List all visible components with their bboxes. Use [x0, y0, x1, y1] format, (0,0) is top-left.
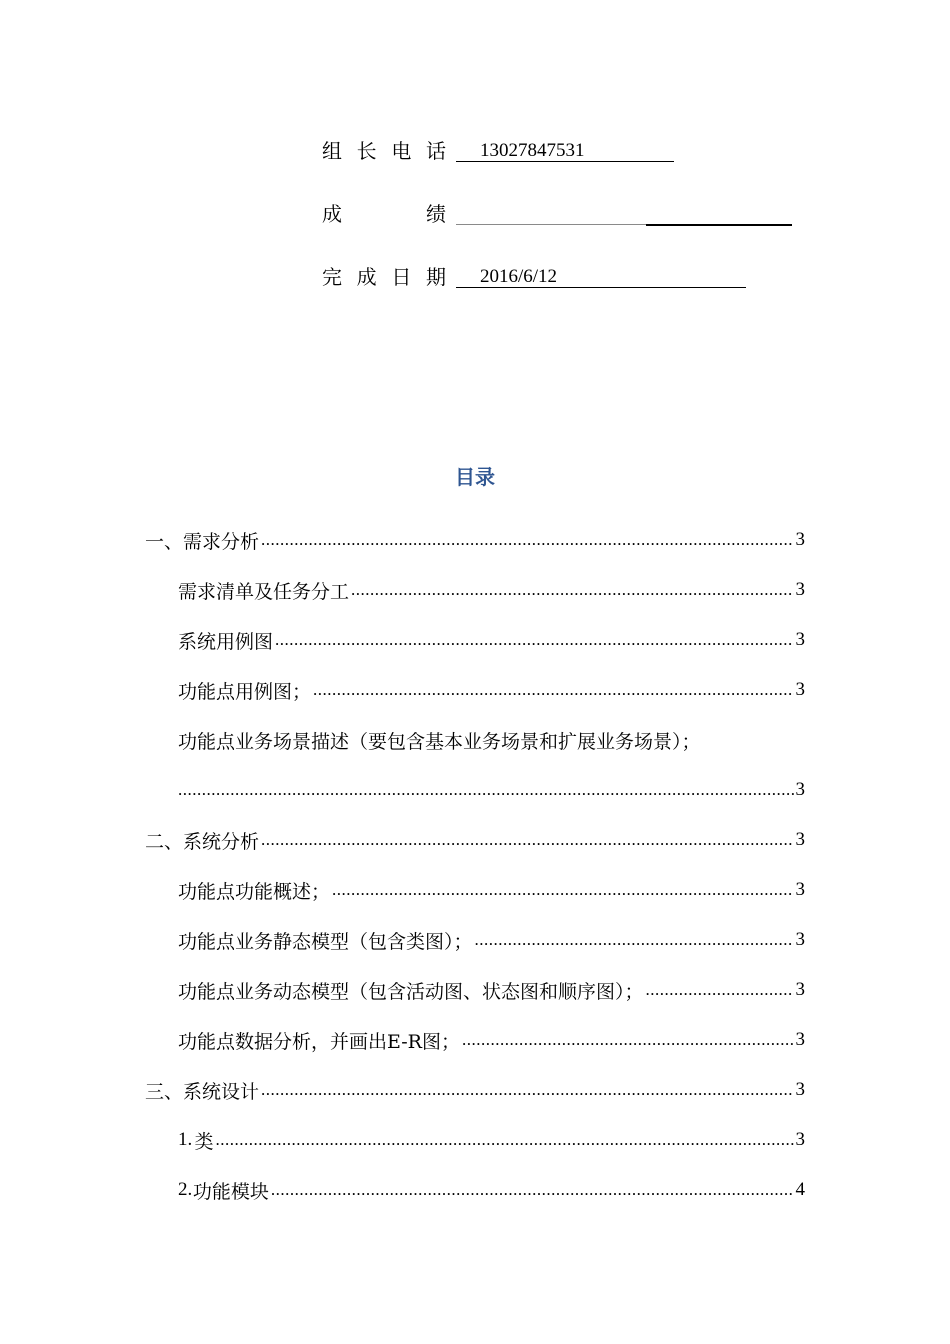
- toc-entry-function-modules[interactable]: [145, 1165, 805, 1215]
- toc-entry-text: 功能模块: [192, 1180, 269, 1203]
- toc-entry-text: 系统设计: [183, 1080, 260, 1103]
- toc-entry-page: 3: [795, 829, 805, 850]
- toc-leader-dots: [178, 780, 794, 800]
- toc-entry-number: 二、: [145, 830, 184, 853]
- toc-entry-system-design[interactable]: [145, 1065, 805, 1115]
- toc-entry-text: 系统分析: [183, 830, 260, 853]
- toc-entry-page: 3: [795, 979, 805, 1000]
- toc-entry-text: 功能点数据分析，并画出E-R图；: [178, 1030, 460, 1053]
- toc-entry-text: 系统用例图: [178, 630, 274, 653]
- toc-entry-page: 3: [795, 579, 805, 600]
- completion-date-label: 完 成 日 期: [322, 265, 446, 289]
- toc-entry-page: 3: [795, 779, 805, 800]
- toc-leader-dots: [475, 930, 794, 950]
- toc-entry-requirements-list[interactable]: [145, 565, 805, 615]
- toc-entry-number: 一、: [145, 530, 184, 553]
- toc-entry-feature-use-case[interactable]: [145, 665, 805, 715]
- toc-title: 目录: [455, 465, 495, 489]
- grade-value: [456, 199, 792, 225]
- toc-entry-requirements-analysis[interactable]: [145, 515, 805, 565]
- toc-entry-page: 3: [795, 1079, 805, 1100]
- toc-leader-dots: [313, 680, 793, 700]
- toc-entry-business-scenario[interactable]: [145, 715, 805, 765]
- toc-entry-text: 功能点用例图；: [178, 680, 312, 703]
- toc-leader-dots: [275, 630, 793, 650]
- toc-entry-text: 类: [194, 1130, 214, 1153]
- toc-entry-business-scenario-continued[interactable]: [145, 765, 805, 815]
- toc-entry-text: 功能点功能概述；: [178, 880, 331, 903]
- toc-entry-text: 功能点业务动态模型（包含活动图、状态图和顺序图）；: [178, 980, 644, 1003]
- toc-entry-number: 三、: [145, 1080, 184, 1103]
- completion-date-value: 2016/6/12: [456, 262, 746, 288]
- toc-entry-dynamic-model[interactable]: [145, 965, 805, 1015]
- toc-entry-number: 1.: [178, 1129, 193, 1150]
- toc-entry-text: 功能点业务场景描述（要包含基本业务场景和扩展业务场景）；: [178, 730, 701, 753]
- toc-leader-dots: [332, 880, 793, 900]
- toc-leader-dots: [646, 980, 794, 1000]
- grade-underline: [646, 224, 792, 226]
- toc-entry-number: 2.: [178, 1179, 193, 1200]
- toc-entry-classes[interactable]: [145, 1115, 805, 1165]
- toc-entry-system-use-case[interactable]: [145, 615, 805, 665]
- toc-entry-data-analysis[interactable]: [145, 1015, 805, 1065]
- toc-entry-page: 3: [795, 629, 805, 650]
- toc-leader-dots: [462, 1030, 794, 1050]
- toc-leader-dots: [261, 830, 793, 850]
- toc-entry-feature-overview[interactable]: [145, 865, 805, 915]
- toc-entry-page: 3: [795, 929, 805, 950]
- toc-leader-dots: [261, 1080, 793, 1100]
- group-leader-phone-value: 13027847531: [456, 136, 674, 162]
- toc-entry-page: 3: [795, 1129, 805, 1150]
- toc-entry-page: 4: [795, 1179, 805, 1200]
- toc-leader-dots: [271, 1180, 794, 1200]
- grade-label: 成 绩: [322, 202, 446, 226]
- toc-leader-dots: [215, 1130, 793, 1150]
- toc-entry-system-analysis[interactable]: [145, 815, 805, 865]
- toc-entry-page: 3: [795, 1029, 805, 1050]
- group-leader-phone-label: 组 长 电 话: [322, 139, 446, 163]
- toc-entry-page: 3: [795, 529, 805, 550]
- toc-entry-text: 需求分析: [183, 530, 260, 553]
- table-of-contents: [145, 515, 805, 1215]
- toc-leader-dots: [261, 530, 793, 550]
- toc-entry-text: 功能点业务静态模型（包含类图）；: [178, 930, 473, 953]
- toc-entry-page: 3: [795, 679, 805, 700]
- toc-entry-text: 需求清单及任务分工: [178, 580, 350, 603]
- toc-entry-page: 3: [795, 879, 805, 900]
- toc-entry-static-model[interactable]: [145, 915, 805, 965]
- toc-leader-dots: [351, 580, 793, 600]
